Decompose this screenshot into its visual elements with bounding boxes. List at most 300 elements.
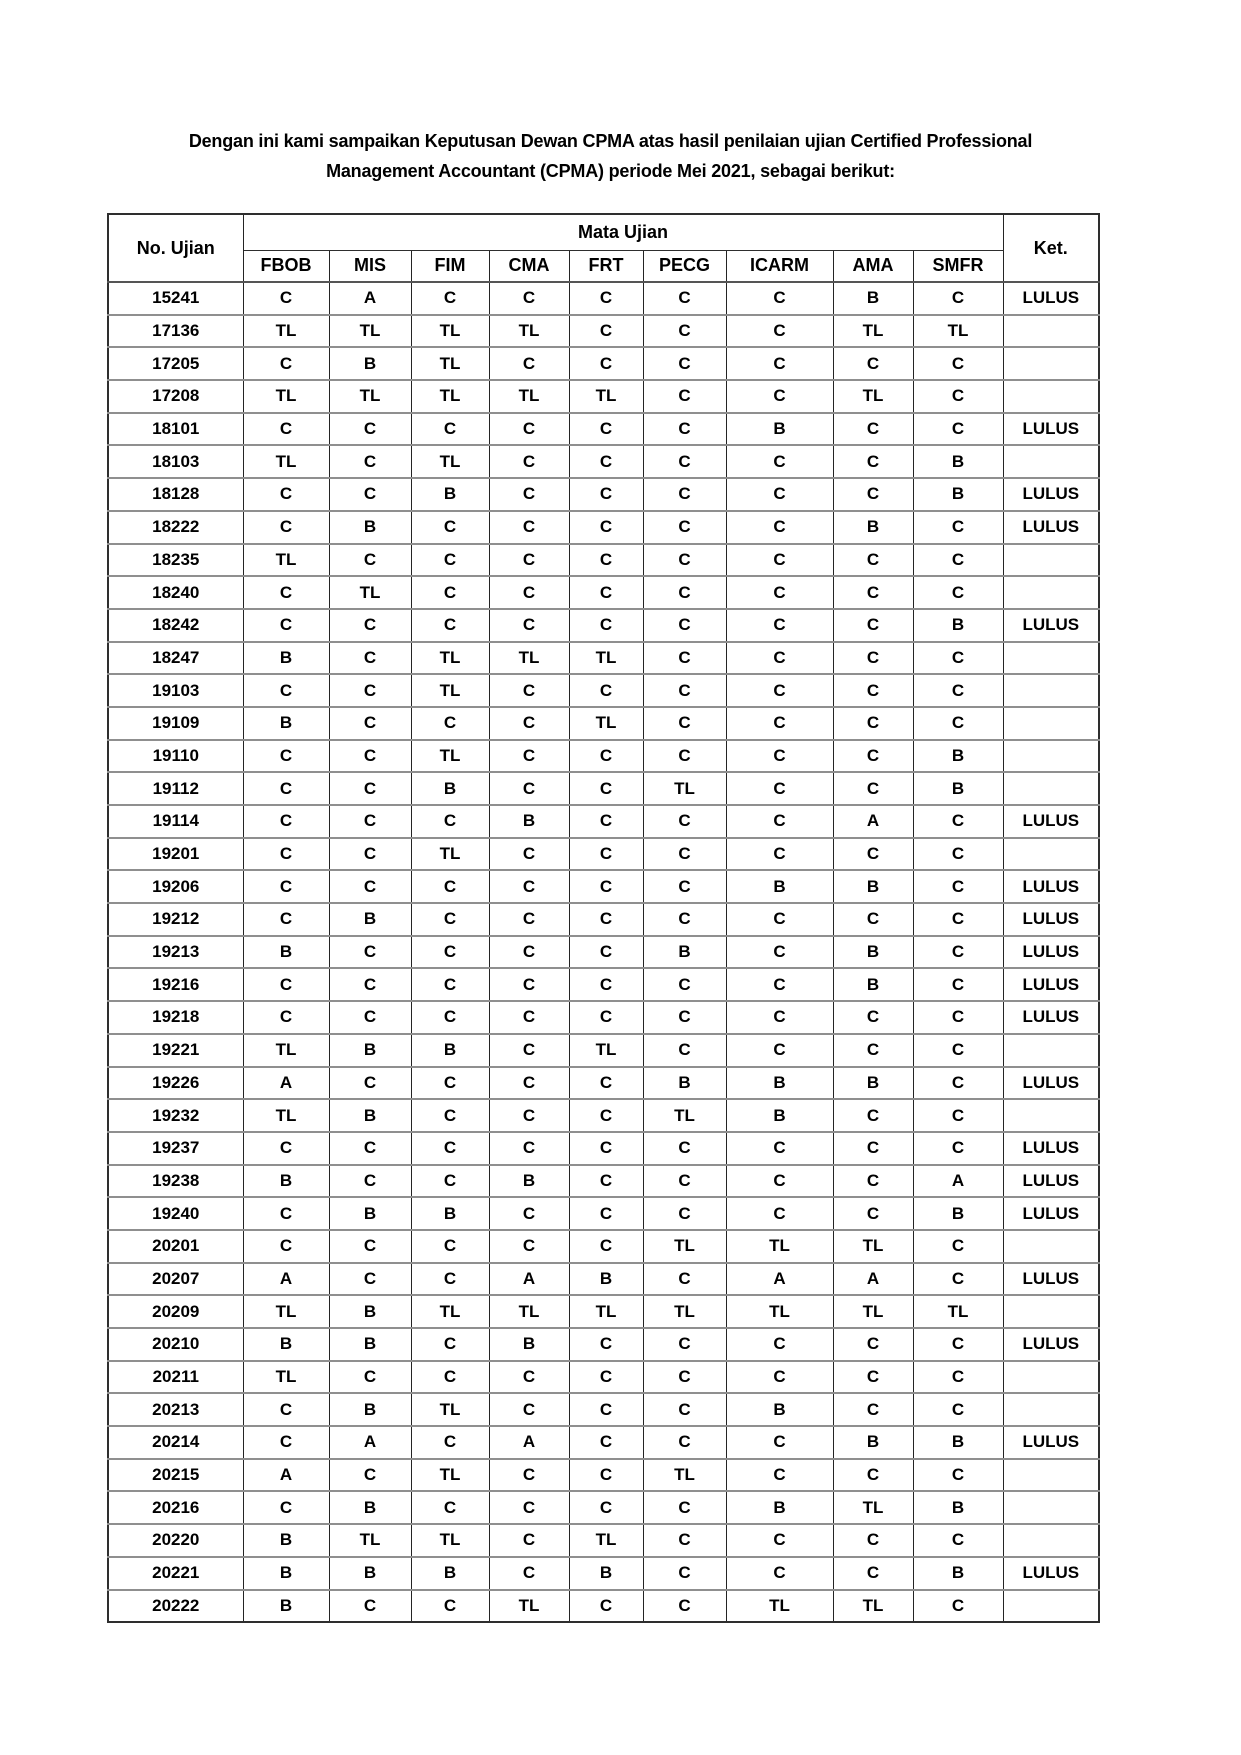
grade-cell: C bbox=[411, 1426, 489, 1459]
grade-cell: C bbox=[489, 1524, 569, 1557]
grade-cell: C bbox=[643, 1197, 726, 1230]
grade-cell: A bbox=[489, 1426, 569, 1459]
ket-cell: LULUS bbox=[1003, 1328, 1099, 1361]
grade-cell: C bbox=[329, 772, 411, 805]
ket-cell bbox=[1003, 1393, 1099, 1426]
grade-cell: C bbox=[411, 968, 489, 1001]
grade-cell: B bbox=[329, 1295, 411, 1328]
grade-cell: C bbox=[489, 609, 569, 642]
grade-cell: C bbox=[913, 903, 1003, 936]
grade-cell: C bbox=[569, 838, 643, 871]
grade-cell: C bbox=[726, 282, 833, 315]
grade-cell: TL bbox=[411, 347, 489, 380]
grade-cell: C bbox=[643, 870, 726, 903]
grade-cell: TL bbox=[329, 576, 411, 609]
grade-cell: C bbox=[569, 347, 643, 380]
grade-cell: C bbox=[489, 1067, 569, 1100]
grade-cell: C bbox=[243, 805, 329, 838]
exam-number-cell: 19216 bbox=[108, 968, 243, 1001]
grade-cell: C bbox=[726, 903, 833, 936]
grade-cell: C bbox=[569, 1459, 643, 1492]
grade-cell: C bbox=[489, 413, 569, 446]
grade-cell: C bbox=[569, 805, 643, 838]
grade-cell: TL bbox=[411, 380, 489, 413]
grade-cell: C bbox=[643, 1263, 726, 1296]
table-row bbox=[108, 1197, 1099, 1230]
exam-number-cell: 18242 bbox=[108, 609, 243, 642]
ket-cell: LULUS bbox=[1003, 1132, 1099, 1165]
grade-cell: C bbox=[243, 968, 329, 1001]
grade-cell: B bbox=[833, 936, 913, 969]
table-row bbox=[108, 740, 1099, 773]
grade-cell: C bbox=[833, 347, 913, 380]
grade-cell: C bbox=[569, 1491, 643, 1524]
exam-number-cell: 18235 bbox=[108, 544, 243, 577]
header-subject-pecg: PECG bbox=[643, 250, 726, 282]
ket-cell bbox=[1003, 1590, 1099, 1623]
grade-cell: C bbox=[643, 1491, 726, 1524]
grade-cell: C bbox=[833, 1099, 913, 1132]
grade-cell: C bbox=[569, 511, 643, 544]
grade-cell: C bbox=[726, 1557, 833, 1590]
grade-cell: C bbox=[913, 282, 1003, 315]
grade-cell: C bbox=[243, 1426, 329, 1459]
grade-cell: C bbox=[411, 1590, 489, 1623]
grade-cell: TL bbox=[411, 1393, 489, 1426]
grade-cell: C bbox=[726, 1197, 833, 1230]
table-row bbox=[108, 1230, 1099, 1263]
grade-cell: C bbox=[913, 511, 1003, 544]
grade-cell: C bbox=[643, 380, 726, 413]
grade-cell: C bbox=[243, 1001, 329, 1034]
grade-cell: C bbox=[726, 1034, 833, 1067]
table-row bbox=[108, 707, 1099, 740]
grade-cell: C bbox=[329, 1001, 411, 1034]
grade-cell: C bbox=[411, 413, 489, 446]
header-subject-frt: FRT bbox=[569, 250, 643, 282]
table-row bbox=[108, 1001, 1099, 1034]
grade-cell: C bbox=[726, 968, 833, 1001]
grade-cell: C bbox=[726, 674, 833, 707]
grade-cell: TL bbox=[569, 1524, 643, 1557]
exam-number-cell: 19226 bbox=[108, 1067, 243, 1100]
exam-number-cell: 19221 bbox=[108, 1034, 243, 1067]
grade-cell: C bbox=[726, 642, 833, 675]
grade-cell: C bbox=[411, 1001, 489, 1034]
grade-cell: C bbox=[489, 511, 569, 544]
header-subject-cma: CMA bbox=[489, 250, 569, 282]
grade-cell: C bbox=[569, 1393, 643, 1426]
grade-cell: C bbox=[243, 772, 329, 805]
grade-cell: TL bbox=[489, 1295, 569, 1328]
grade-cell: C bbox=[411, 707, 489, 740]
grade-cell: B bbox=[913, 1426, 1003, 1459]
exam-number-cell: 20209 bbox=[108, 1295, 243, 1328]
grade-cell: B bbox=[243, 1590, 329, 1623]
grade-cell: C bbox=[243, 1491, 329, 1524]
grade-cell: C bbox=[643, 1328, 726, 1361]
grade-cell: B bbox=[833, 511, 913, 544]
grade-cell: C bbox=[329, 1263, 411, 1296]
exam-number-cell: 17208 bbox=[108, 380, 243, 413]
grade-cell: C bbox=[569, 968, 643, 1001]
exam-number-cell: 18101 bbox=[108, 413, 243, 446]
grade-cell: C bbox=[489, 740, 569, 773]
grade-cell: C bbox=[913, 1263, 1003, 1296]
grade-cell: C bbox=[329, 544, 411, 577]
grade-cell: C bbox=[833, 544, 913, 577]
exam-number-cell: 19114 bbox=[108, 805, 243, 838]
grade-cell: TL bbox=[243, 1099, 329, 1132]
ket-cell bbox=[1003, 445, 1099, 478]
grade-cell: C bbox=[243, 413, 329, 446]
grade-cell: C bbox=[411, 1230, 489, 1263]
exam-number-cell: 19240 bbox=[108, 1197, 243, 1230]
header-subject-icarm: ICARM bbox=[726, 250, 833, 282]
grade-cell: C bbox=[243, 674, 329, 707]
grade-cell: C bbox=[569, 1099, 643, 1132]
grade-cell: B bbox=[329, 903, 411, 936]
grade-cell: B bbox=[643, 1067, 726, 1100]
exam-number-cell: 18128 bbox=[108, 478, 243, 511]
grade-cell: C bbox=[489, 576, 569, 609]
grade-cell: C bbox=[329, 1230, 411, 1263]
grade-cell: A bbox=[913, 1165, 1003, 1198]
grade-cell: B bbox=[913, 772, 1003, 805]
grade-cell: C bbox=[833, 445, 913, 478]
table-row bbox=[108, 1590, 1099, 1623]
ket-cell: LULUS bbox=[1003, 1197, 1099, 1230]
exam-number-cell: 19238 bbox=[108, 1165, 243, 1198]
grade-cell: TL bbox=[569, 707, 643, 740]
grade-cell: C bbox=[243, 347, 329, 380]
exam-number-cell: 20211 bbox=[108, 1361, 243, 1394]
ket-cell bbox=[1003, 838, 1099, 871]
grade-cell: C bbox=[726, 805, 833, 838]
ket-cell bbox=[1003, 380, 1099, 413]
grade-cell: C bbox=[411, 1132, 489, 1165]
grade-cell: TL bbox=[833, 315, 913, 348]
grade-cell: B bbox=[913, 1557, 1003, 1590]
grade-cell: C bbox=[569, 1067, 643, 1100]
exam-number-cell: 20220 bbox=[108, 1524, 243, 1557]
grade-cell: C bbox=[489, 282, 569, 315]
grade-cell: C bbox=[726, 936, 833, 969]
ket-cell bbox=[1003, 740, 1099, 773]
grade-cell: C bbox=[569, 740, 643, 773]
grade-cell: C bbox=[833, 1361, 913, 1394]
ket-cell bbox=[1003, 1361, 1099, 1394]
grade-cell: C bbox=[726, 347, 833, 380]
header-subject-ama: AMA bbox=[833, 250, 913, 282]
grade-cell: B bbox=[243, 936, 329, 969]
grade-cell: C bbox=[726, 544, 833, 577]
table-row bbox=[108, 1067, 1099, 1100]
grade-cell: TL bbox=[411, 315, 489, 348]
grade-cell: A bbox=[329, 282, 411, 315]
grade-cell: C bbox=[489, 903, 569, 936]
grade-cell: B bbox=[913, 1197, 1003, 1230]
grade-cell: C bbox=[913, 642, 1003, 675]
grade-cell: TL bbox=[489, 315, 569, 348]
grade-cell: C bbox=[726, 740, 833, 773]
grade-cell: C bbox=[411, 936, 489, 969]
grade-cell: A bbox=[329, 1426, 411, 1459]
grade-cell: C bbox=[833, 1393, 913, 1426]
ket-cell: LULUS bbox=[1003, 282, 1099, 315]
heading-line-1: Dengan ini kami sampaikan Keputusan Dewan CPMA atas hasil penilaian ujian Certified Professional bbox=[188, 131, 1033, 151]
grade-cell: TL bbox=[569, 380, 643, 413]
grade-cell: C bbox=[643, 1132, 726, 1165]
grade-cell: TL bbox=[833, 1590, 913, 1623]
grade-cell: C bbox=[913, 936, 1003, 969]
grade-cell: C bbox=[643, 1524, 726, 1557]
grade-cell: C bbox=[569, 478, 643, 511]
exam-number-cell: 18247 bbox=[108, 642, 243, 675]
table-row bbox=[108, 936, 1099, 969]
grade-cell: TL bbox=[411, 1295, 489, 1328]
grade-cell: C bbox=[489, 1459, 569, 1492]
grade-cell: C bbox=[913, 1361, 1003, 1394]
table-row bbox=[108, 1132, 1099, 1165]
grade-cell: C bbox=[329, 1165, 411, 1198]
table-row bbox=[108, 1328, 1099, 1361]
grade-cell: C bbox=[726, 1459, 833, 1492]
grade-cell: TL bbox=[329, 380, 411, 413]
grade-cell: C bbox=[913, 1393, 1003, 1426]
grade-cell: C bbox=[411, 1263, 489, 1296]
ket-cell bbox=[1003, 1491, 1099, 1524]
exam-number-cell: 20210 bbox=[108, 1328, 243, 1361]
grade-cell: C bbox=[726, 609, 833, 642]
exam-number-cell: 19110 bbox=[108, 740, 243, 773]
document-heading bbox=[110, 126, 1111, 186]
grade-cell: C bbox=[643, 740, 726, 773]
grade-cell: C bbox=[411, 609, 489, 642]
grade-cell: A bbox=[243, 1067, 329, 1100]
grade-cell: C bbox=[489, 1034, 569, 1067]
grade-cell: C bbox=[726, 1426, 833, 1459]
grade-cell: C bbox=[913, 707, 1003, 740]
grade-cell: B bbox=[329, 1197, 411, 1230]
exam-number-cell: 17205 bbox=[108, 347, 243, 380]
grade-cell: C bbox=[489, 772, 569, 805]
table-row bbox=[108, 772, 1099, 805]
grade-cell: B bbox=[243, 1165, 329, 1198]
exam-number-cell: 19112 bbox=[108, 772, 243, 805]
grade-cell: TL bbox=[243, 544, 329, 577]
ket-cell bbox=[1003, 576, 1099, 609]
table-row bbox=[108, 576, 1099, 609]
grade-cell: C bbox=[569, 936, 643, 969]
grade-cell: C bbox=[489, 1361, 569, 1394]
grade-cell: C bbox=[643, 1001, 726, 1034]
grade-cell: C bbox=[489, 968, 569, 1001]
exam-number-cell: 20215 bbox=[108, 1459, 243, 1492]
exam-number-cell: 19213 bbox=[108, 936, 243, 969]
grade-cell: TL bbox=[833, 1230, 913, 1263]
grade-cell: C bbox=[643, 478, 726, 511]
grade-cell: B bbox=[726, 1067, 833, 1100]
grade-cell: C bbox=[643, 1557, 726, 1590]
ket-cell: LULUS bbox=[1003, 805, 1099, 838]
grade-cell: TL bbox=[643, 1459, 726, 1492]
table-row bbox=[108, 870, 1099, 903]
table-row bbox=[108, 674, 1099, 707]
table-row bbox=[108, 838, 1099, 871]
table-row bbox=[108, 1557, 1099, 1590]
grade-cell: C bbox=[489, 1230, 569, 1263]
grade-cell: C bbox=[489, 870, 569, 903]
grade-cell: C bbox=[329, 478, 411, 511]
header-subject-mis: MIS bbox=[329, 250, 411, 282]
grade-cell: C bbox=[643, 707, 726, 740]
grade-cell: C bbox=[833, 740, 913, 773]
subject-header-row bbox=[108, 250, 1099, 282]
grade-cell: C bbox=[489, 478, 569, 511]
grade-cell: C bbox=[489, 1001, 569, 1034]
grade-cell: C bbox=[643, 413, 726, 446]
grade-cell: C bbox=[489, 1491, 569, 1524]
grade-cell: C bbox=[833, 478, 913, 511]
grade-cell: C bbox=[913, 1067, 1003, 1100]
grade-cell: C bbox=[643, 609, 726, 642]
grade-cell: C bbox=[569, 1426, 643, 1459]
grade-cell: C bbox=[726, 1165, 833, 1198]
grade-cell: TL bbox=[243, 380, 329, 413]
header-subject-fim: FIM bbox=[411, 250, 489, 282]
table-row bbox=[108, 642, 1099, 675]
grade-cell: TL bbox=[243, 445, 329, 478]
ket-cell bbox=[1003, 772, 1099, 805]
grade-cell: C bbox=[726, 1328, 833, 1361]
grade-cell: TL bbox=[489, 642, 569, 675]
grade-cell: TL bbox=[411, 642, 489, 675]
ket-cell: LULUS bbox=[1003, 1426, 1099, 1459]
grade-cell: C bbox=[411, 576, 489, 609]
grade-cell: TL bbox=[643, 772, 726, 805]
table-row bbox=[108, 445, 1099, 478]
grade-cell: C bbox=[833, 674, 913, 707]
grade-cell: B bbox=[329, 511, 411, 544]
grade-cell: C bbox=[243, 478, 329, 511]
table-row bbox=[108, 1295, 1099, 1328]
exam-number-cell: 19218 bbox=[108, 1001, 243, 1034]
heading-line-2: Management Accountant (CPMA) periode Mei 2021, sebagai berikut: bbox=[326, 161, 895, 181]
grade-cell: C bbox=[243, 740, 329, 773]
grade-cell: C bbox=[643, 1165, 726, 1198]
grade-cell: C bbox=[913, 1034, 1003, 1067]
grade-cell: C bbox=[569, 1590, 643, 1623]
grade-cell: TL bbox=[913, 315, 1003, 348]
grade-cell: C bbox=[569, 282, 643, 315]
grade-cell: C bbox=[243, 511, 329, 544]
exam-number-cell: 20216 bbox=[108, 1491, 243, 1524]
grade-cell: C bbox=[329, 1067, 411, 1100]
grade-cell: TL bbox=[569, 1295, 643, 1328]
grade-cell: B bbox=[913, 478, 1003, 511]
grade-cell: B bbox=[489, 1328, 569, 1361]
grade-cell: C bbox=[243, 838, 329, 871]
grade-cell: C bbox=[569, 870, 643, 903]
grade-cell: C bbox=[411, 511, 489, 544]
grade-cell: B bbox=[243, 707, 329, 740]
grade-cell: C bbox=[243, 576, 329, 609]
grade-cell: C bbox=[913, 805, 1003, 838]
table-row bbox=[108, 805, 1099, 838]
grade-cell: C bbox=[643, 1426, 726, 1459]
grade-cell: C bbox=[489, 707, 569, 740]
table-row bbox=[108, 315, 1099, 348]
grade-cell: C bbox=[411, 544, 489, 577]
grade-cell: B bbox=[489, 1165, 569, 1198]
grade-cell: C bbox=[329, 609, 411, 642]
grade-cell: C bbox=[643, 1590, 726, 1623]
grade-cell: C bbox=[913, 1132, 1003, 1165]
grade-cell: B bbox=[329, 1393, 411, 1426]
exam-number-cell: 20221 bbox=[108, 1557, 243, 1590]
grade-cell: C bbox=[489, 1197, 569, 1230]
grade-cell: TL bbox=[243, 1295, 329, 1328]
table-row bbox=[108, 968, 1099, 1001]
grade-cell: C bbox=[833, 413, 913, 446]
grade-cell: C bbox=[833, 1132, 913, 1165]
table-row bbox=[108, 478, 1099, 511]
grade-cell: B bbox=[243, 642, 329, 675]
grade-cell: B bbox=[833, 282, 913, 315]
ket-cell: LULUS bbox=[1003, 609, 1099, 642]
header-ket: Ket. bbox=[1003, 214, 1099, 282]
grade-cell: C bbox=[329, 805, 411, 838]
grade-cell: C bbox=[489, 347, 569, 380]
table-row bbox=[108, 544, 1099, 577]
exam-number-cell: 19232 bbox=[108, 1099, 243, 1132]
grade-cell: C bbox=[726, 707, 833, 740]
grade-cell: C bbox=[329, 642, 411, 675]
exam-number-cell: 18103 bbox=[108, 445, 243, 478]
grade-cell: C bbox=[569, 1132, 643, 1165]
grade-cell: C bbox=[913, 347, 1003, 380]
grade-cell: B bbox=[411, 478, 489, 511]
grade-cell: C bbox=[833, 903, 913, 936]
grade-cell: C bbox=[833, 576, 913, 609]
grade-cell: TL bbox=[411, 445, 489, 478]
ket-cell: LULUS bbox=[1003, 1165, 1099, 1198]
grade-cell: TL bbox=[913, 1295, 1003, 1328]
grade-cell: B bbox=[726, 870, 833, 903]
table-row bbox=[108, 609, 1099, 642]
grade-cell: B bbox=[329, 1328, 411, 1361]
header-subject-smfr: SMFR bbox=[913, 250, 1003, 282]
grade-cell: C bbox=[643, 347, 726, 380]
grade-cell: C bbox=[569, 315, 643, 348]
grade-cell: C bbox=[411, 1491, 489, 1524]
grade-cell: TL bbox=[569, 1034, 643, 1067]
grade-cell: C bbox=[833, 642, 913, 675]
grade-cell: C bbox=[643, 968, 726, 1001]
grade-cell: B bbox=[833, 870, 913, 903]
table-row bbox=[108, 1491, 1099, 1524]
grade-cell: C bbox=[643, 576, 726, 609]
grade-cell: TL bbox=[643, 1295, 726, 1328]
grade-cell: C bbox=[913, 1230, 1003, 1263]
grade-cell: C bbox=[833, 1524, 913, 1557]
grade-cell: C bbox=[726, 478, 833, 511]
exam-number-cell: 19206 bbox=[108, 870, 243, 903]
ket-cell: LULUS bbox=[1003, 936, 1099, 969]
grade-cell: C bbox=[726, 838, 833, 871]
grade-cell: TL bbox=[726, 1295, 833, 1328]
